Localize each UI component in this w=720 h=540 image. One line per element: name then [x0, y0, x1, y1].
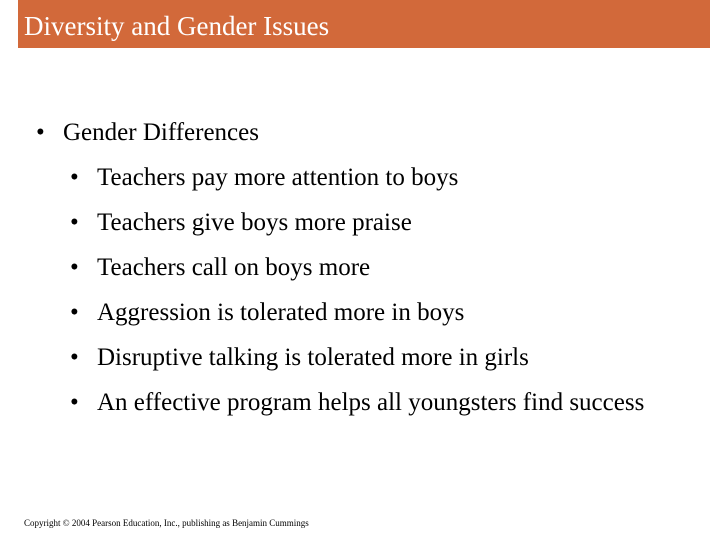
bullet-icon: •: [70, 164, 79, 191]
sub-bullet-text: Disruptive talking is tolerated more in girls: [97, 344, 529, 371]
sub-bullet-text: Teachers call on boys more: [97, 254, 371, 281]
bullet-icon: •: [70, 344, 79, 371]
sub-bullet-item: [70, 298, 670, 327]
copyright-footer: Copyright © 2004 Pearson Education, Inc., publishing as Benjamin Cummings: [24, 518, 309, 528]
main-bullet-text: Gender Differences: [63, 119, 259, 146]
slide-title: Diversity and Gender Issues: [24, 11, 330, 41]
sub-bullet-item: [70, 253, 670, 282]
sub-bullet-list: [70, 163, 670, 433]
bullet-icon: •: [70, 254, 79, 281]
sub-bullet-item: [70, 163, 670, 192]
sub-bullet-text: Teachers give boys more praise: [97, 209, 412, 236]
sub-bullet-text: An effective program helps all youngsters find success: [97, 389, 645, 416]
sub-bullet-item: [70, 208, 670, 237]
sub-bullet-item: [70, 343, 670, 372]
sub-bullet-text: Aggression is tolerated more in boys: [97, 299, 465, 326]
main-bullet-item: [36, 117, 676, 149]
sub-bullet-text: Teachers pay more attention to boys: [97, 164, 459, 191]
bullet-icon: •: [70, 209, 79, 236]
bullet-icon: •: [70, 389, 79, 416]
bullet-icon: •: [70, 299, 79, 326]
sub-bullet-item: [70, 388, 670, 417]
bullet-icon: •: [36, 119, 45, 146]
